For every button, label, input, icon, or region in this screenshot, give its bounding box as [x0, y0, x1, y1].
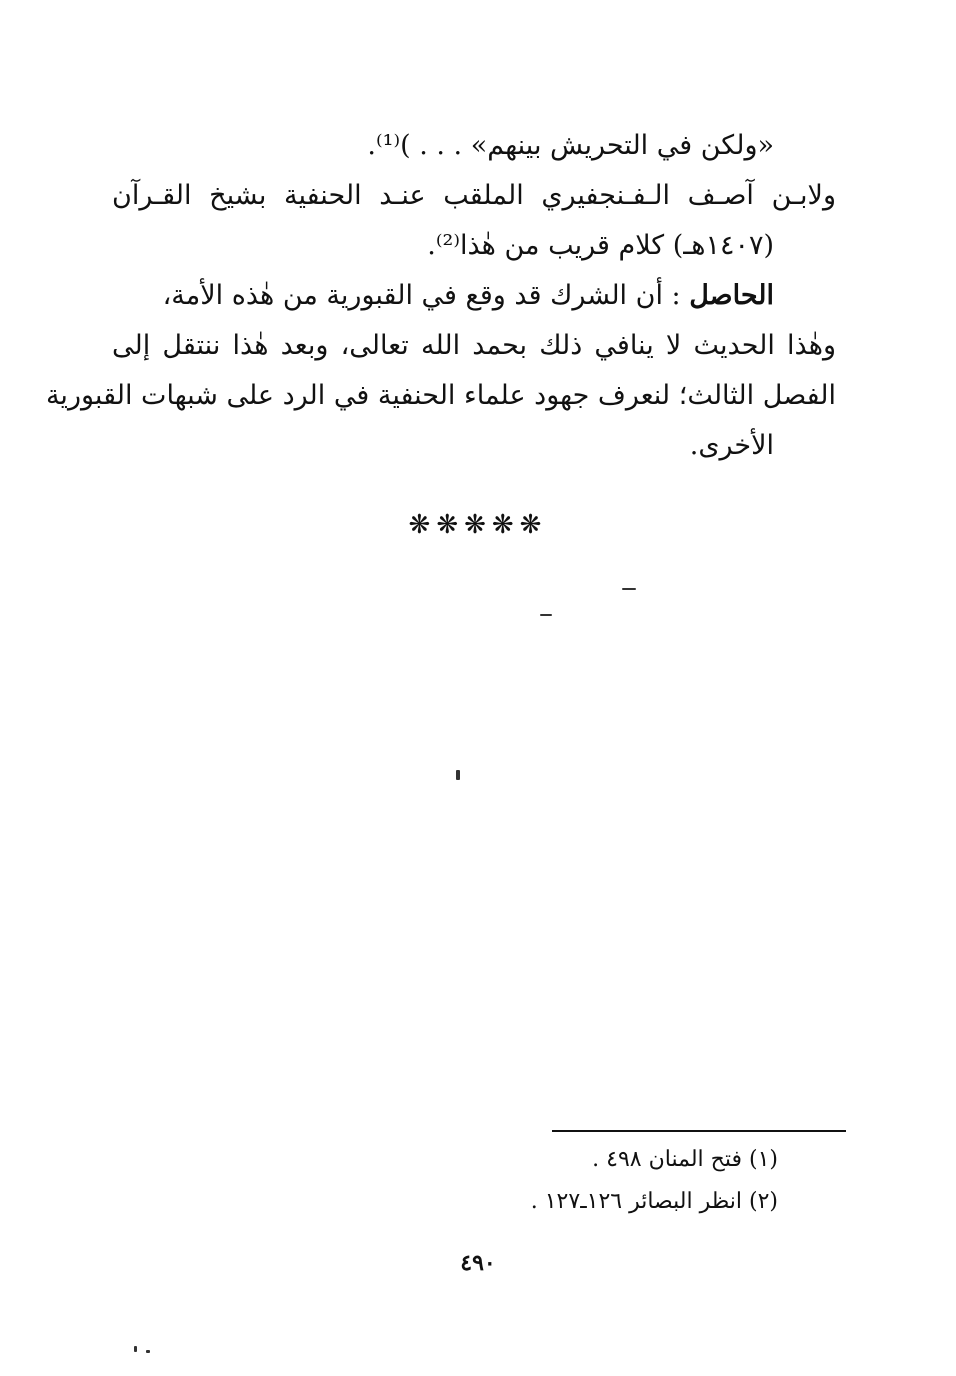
- footnote-1: (١) فتح المنان ٤٩٨ .: [592, 1147, 778, 1172]
- scan-speck: [540, 614, 552, 616]
- scan-speck: [134, 1346, 137, 1352]
- section-separator: ❋❋❋❋❋: [408, 510, 548, 540]
- footnote-2: (٢) انظر البصائر ١٢٦ـ١٢٧ .: [530, 1189, 778, 1214]
- text-line-4: [163, 276, 774, 316]
- footnote-divider: [552, 1130, 846, 1132]
- text-line-1: «ولكن في التحريش بينهم» . . . )⁽¹⁾.: [367, 130, 774, 161]
- scan-speck: [146, 1350, 150, 1353]
- conclusion-text: : أن الشرك قد وقع في القبورية من هٰذه الأمة،: [162, 280, 681, 311]
- text-line-3: (١٤٠٧هـ) كلام قريب من هٰذا⁽²⁾.: [427, 230, 774, 261]
- scan-speck: [622, 588, 636, 590]
- text-line-2: ولابـن آصـف الـفـنجفيري الملقب عنـد الحنفية بشيخ القـرآن: [112, 180, 836, 211]
- text-line-5: وهٰذا الحديث لا ينافي ذلك بحمد الله تعالى، وبعد هٰذا ننتقل إلى: [112, 330, 836, 361]
- page-number: ٤٩٠: [460, 1250, 496, 1276]
- text-line-7: الأخرى.: [689, 430, 774, 461]
- text-line-6: الفصل الثالث؛ لنعرف جهود علماء الحنفية في الرد على شبهات القبورية: [45, 380, 836, 411]
- scan-speck: [456, 770, 460, 780]
- conclusion-label: الحاصل: [689, 280, 774, 311]
